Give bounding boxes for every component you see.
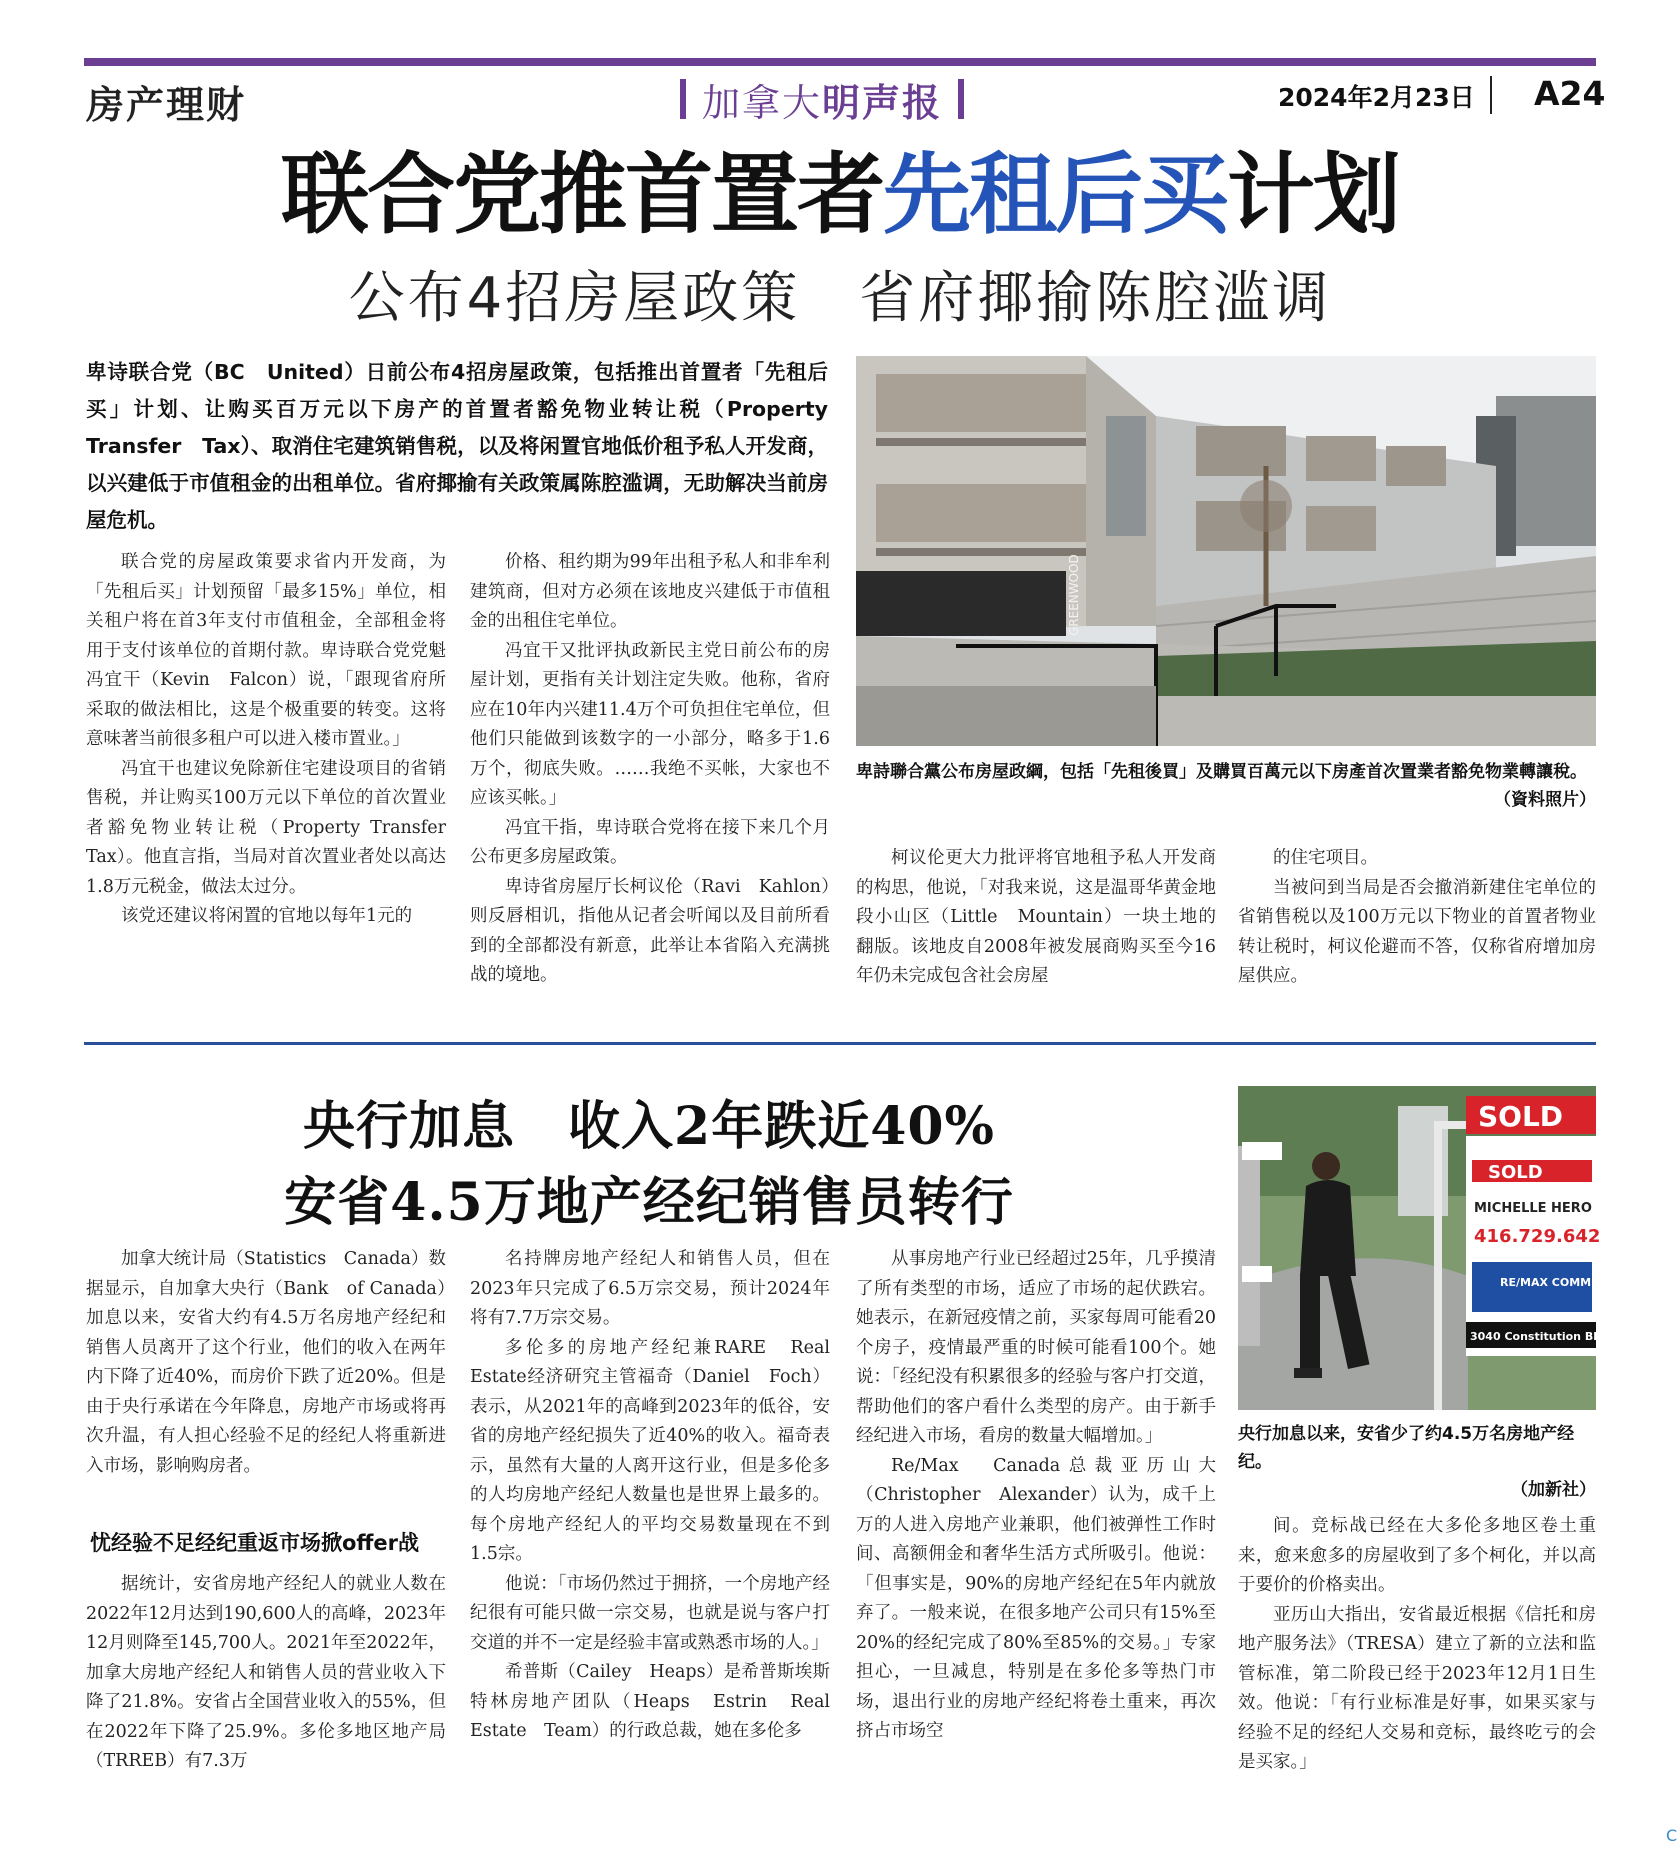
story2-paragraph: 多伦多的房地产经纪兼RARE Real Estate经济研究主管福奇（Daniel Foch）表示，从2021年的高峰到2023年的低谷，安省的房地产经纪损失了近40%的收入。福奇表示，虽然有大量的人离开这行业，但是多伦多的人均房地产经纪人数量也是世界上最多的。每个房地产经纪人的平均交易数量现在不到1.5宗。 — [470, 1337, 830, 1564]
story1-paragraph: 该党还建议将闲置的官地以每年1元的 — [121, 906, 413, 926]
story2-photo-caption — [1238, 1420, 1596, 1504]
section-divider — [84, 1042, 1596, 1045]
story2-column-3 — [856, 1245, 1216, 1747]
page-number: A24 — [1534, 74, 1606, 113]
story2-column-1-bottom — [86, 1570, 446, 1777]
story1-paragraph: 当被问到当局是否会撤消新建住宅单位的省销售税以及100万元以下物业的首置者物业转让税时，柯议伦避而不答，仅称省府增加房屋供应。 — [1238, 877, 1596, 986]
story2-paragraph: 亚历山大指出，安省最近根据《信托和房地产服务法》（TRESA）建立了新的立法和监管标准，第二阶段已经于2023年12月1日生效。他说：「有行业标准是好事，如果买家与经验不足的经纪人交易和竞标，最终吃亏的会是买家。」 — [1238, 1604, 1596, 1772]
story2-subtitle: 忧经验不足经纪重返市场掀offer战 — [90, 1531, 420, 1555]
story2-column-4 — [1238, 1512, 1596, 1778]
story1-caption-text: 卑詩聯合黨公布房屋政綱，包括「先租後買」及購買百萬元以下房產首次置業者豁免物業轉讓稅。 — [856, 762, 1587, 782]
story2-photo-credit: （加新社） — [1511, 1480, 1596, 1500]
story1-paragraph: 联合党的房屋政策要求省内开发商，为「先租后买」计划预留「最多15%」单位，相关租户将在首3年支付市值租金，全部租金将用于支付该单位的首期付款。卑诗联合党党魁冯宜干（Kevin Falcon）说，「跟现省府所采取的做法相比，这是个极重要的转变。这将意味著当前很多租户可以进入楼市置业。」 — [86, 552, 446, 749]
story1-photo — [856, 356, 1596, 746]
agent-name-text: MICHELLE HERO — [1474, 1201, 1592, 1216]
story1-paragraph: 价格、租约期为99年出租予私人和非牟利建筑商，但对方必须在该地皮兴建低于市值租金的出租住宅单位。 — [470, 552, 830, 631]
issue-date: 2024年2月23日 — [1278, 83, 1475, 112]
story2-paragraph: 间。竞标战已经在大多伦多地区卷土重来，愈来愈多的房屋收到了多个柯化，并以高于要价的价格卖出。 — [1238, 1516, 1596, 1595]
sign-address-text: 3040 Constitution Blvd. — [1470, 1330, 1617, 1343]
small-sold-text: SOLD — [1488, 1162, 1543, 1183]
story2-paragraph: 他说：「市场仍然过于拥挤，一个房地产经纪很有可能只做一宗交易，也就是说与客户打交道的并不一定是经验丰富或熟悉市场的人。」 — [470, 1573, 830, 1653]
sold-banner-text: SOLD — [1478, 1100, 1564, 1133]
story1-photo-caption — [856, 758, 1596, 814]
story1-paragraph: 的住宅项目。 — [1273, 848, 1378, 868]
story1-column-1 — [86, 548, 464, 932]
story2-paragraph: 据统计，安省房地产经纪人的就业人数在2022年12月达到190,600人的高峰，2023年12月则降至145,700人。2021年至2022年，加拿大房地产经纪人和销售人员的营业收入下降了21.8%。安省占全国营业收入的55%，但在2022年下降了25.9%。多伦多地区地产局（TRREB）有7.3万 — [86, 1574, 446, 1771]
main-subheadline: 公布4招房屋政策 省府揶揄陈腔滥调 — [348, 266, 1332, 331]
story2-column-1-top — [86, 1245, 446, 1481]
story2-paragraph: 加拿大统计局（Statistics Canada）数据显示，自加拿大央行（Bank of Canada）加息以来，安省大约有4.5万名房地产经纪和销售人员离开了这个行业，他们的收入在两年内下降了近40%，而房价下跌了近20%。但是由于央行承诺在今年降息，房地产市场或将再次升温，有人担心经验不足的经纪人将重新进入市场，影响购房者。 — [86, 1249, 446, 1476]
story1-paragraph: 冯宜干又批评执政新民主党日前公布的房屋计划，更指有关计划注定失败。他称，省府应在10年内兴建11.4万个可负担住宅单位，但他们只能做到该数字的一小部分，略多于1.6万个，彻底失败。……我绝不买帐，大家也不应该买帐。」 — [470, 640, 830, 808]
story1-column-3 — [856, 844, 1216, 992]
realtor-sold-sign-image — [1238, 1086, 1629, 1410]
story1-photo-credit: （資料照片） — [1494, 790, 1596, 810]
corner-mark: C — [1666, 1826, 1678, 1845]
story1-paragraph: 冯宜干指，卑诗联合党将在接下来几个月公布更多房屋政策。 — [470, 817, 830, 867]
story2-paragraph: 从事房地产行业已经超过25年，几乎摸清了所有类型的市场，适应了市场的起伏跌宕。她表示，在新冠疫情之前，买家每周可能看20个房子，疫情最严重的时候可能看100个。她说：「经纪没有积累很多的经验与客户打交道，帮助他们的客户看什么类型的房产。由于新手经纪进入市场，看房的数量大幅增加。」 — [856, 1249, 1216, 1446]
story1-paragraph: 卑诗省房屋厅长柯议伦（Ravi Kahlon）则反唇相讥，指他从记者会听闻以及目前所看到的全部都没有新意，此举让本省陷入充满挑战的境地。 — [470, 876, 830, 985]
story2-paragraph: 名持牌房地产经纪人和销售人员，但在2023年只完成了6.5万宗交易，预计2024年将有7.7万宗交易。 — [470, 1249, 830, 1328]
masthead-bar-left — [680, 79, 686, 119]
story1-paragraph: 柯议伦更大力批评将官地租予私人开发商的构思，他说，「对我来说，这是温哥华黄金地段小山区（Little Mountain）一块土地的翻版。该地皮自2008年被发展商购买至今16年仍未完成包含社会房屋 — [856, 848, 1216, 986]
story1-column-2 — [470, 548, 830, 991]
masthead-title: 加拿大明声报 — [702, 80, 943, 125]
story1-paragraph: 冯宜干也建议免除新住宅建设项目的省销售税，并让购买100万元以下单位的首次置业者豁免物业转让税（Property Transfer Tax）。他直言指，当局对首次置业者处以高达1.8万元税金，做法太过分。 — [86, 758, 464, 897]
story2-title-line-1: 央行加息 收入2年跌近40% — [303, 1096, 995, 1157]
section-name: 房产理财 — [86, 82, 247, 127]
masthead-bar-right — [958, 79, 964, 119]
brokerage-brand-text: RE/MAX COMMUNITY — [1500, 1276, 1629, 1289]
story1-lede: 卑诗联合党（BC United）日前公布4招房屋政策，包括推出首置者「先租后买」计划、让购买百万元以下房产的首置者豁免物业转让税（Property Transfer Tax）、取消住宅建筑销售税，以及将闲置官地低价租予私人开发商，以兴建低于市值租金的出租单位。省府揶揄有关政策属陈腔滥调，无助解决当前房屋危机。 — [86, 360, 849, 532]
story2-paragraph: 希普斯（Cailey Heaps）是希普斯埃斯特林房地产团队（Heaps Estrin Real Estate Team）的行政总裁，她在多伦多 — [470, 1662, 830, 1741]
agent-phone-text: 416.729.642 — [1474, 1226, 1601, 1247]
top-rule — [84, 58, 1596, 66]
story2-paragraph: Re/Max Canada总裁亚历山大（Christopher Alexander）认为，成千上万的人进入房地产业兼职，他们被弹性工作时间、高额佣金和奢华生活方式所吸引。他说：「但事实是，90%的房地产经纪在5年内就放弃了。一般来说，在很多地产公司只有15%至20%的经纪完成了80%至85%的交易。」专家担心，一旦减息，特别是在多伦多等热门市场，退出行业的房地产经纪将卷土重来，再次挤占市场空 — [856, 1455, 1216, 1741]
story2-photo — [1238, 1086, 1629, 1410]
story2-title-line-2: 安省4.5万地产经纪销售员转行 — [284, 1172, 1014, 1233]
story1-column-4 — [1238, 844, 1596, 992]
main-headline: 联合党推首置者先租后买计划 — [280, 143, 1400, 246]
building-sign-text: GREENWOOD — [1067, 554, 1081, 636]
date-separator — [1490, 76, 1492, 114]
apartment-building-image — [856, 356, 1596, 746]
story2-column-2 — [470, 1245, 830, 1747]
story2-caption-text: 央行加息以来，安省少了约4.5万名房地产经纪。 — [1238, 1424, 1575, 1472]
masthead — [680, 72, 964, 126]
